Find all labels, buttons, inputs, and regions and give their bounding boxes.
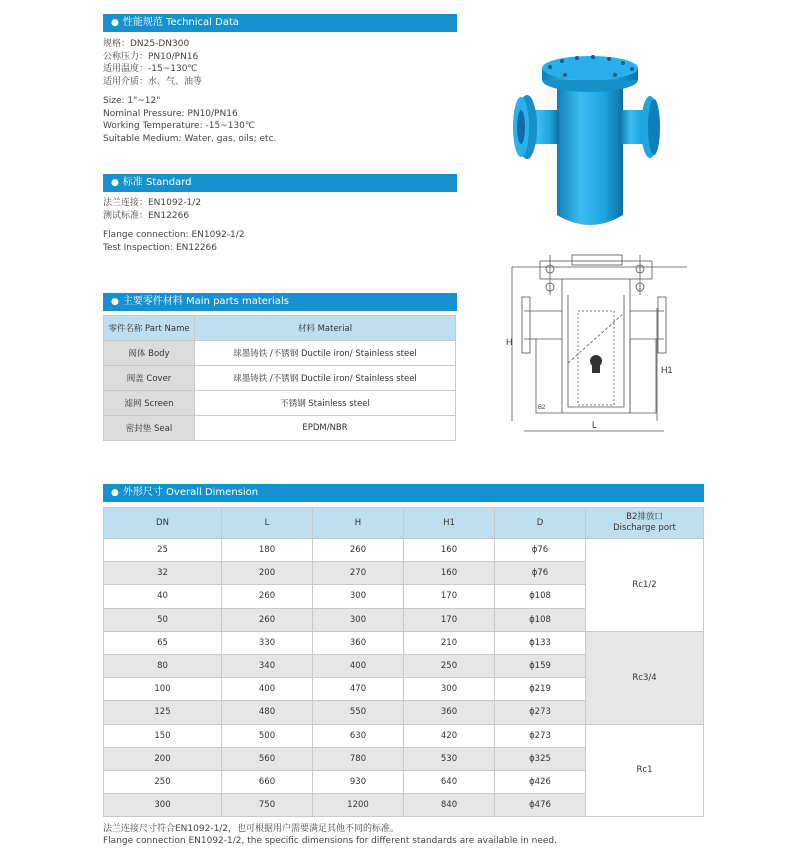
d-cell: ϕ476 [495,794,586,817]
discharge-port-header [586,508,704,539]
bullet-icon: ● [111,297,119,307]
h-cell: 360 [313,631,404,654]
dn-cell: 32 [104,562,222,585]
drawing-label-h1: H1 [661,365,673,375]
dn-cell: 25 [104,539,222,562]
h1-cell: 300 [404,678,495,701]
spec-line: Test Inspection: EN12266 [103,242,218,253]
h-cell: 260 [313,539,404,562]
d-cell: ϕ325 [495,747,586,770]
l-cell: 560 [222,747,313,770]
d-cell: ϕ426 [495,770,586,793]
dimension-title: 外形尺寸 Overall Dimension [122,487,259,498]
port-cell: Rc1/2 [586,539,704,632]
port-header-cn: B2排放口 [626,512,663,522]
dim-col-header: D [495,508,586,539]
h1-cell: 360 [404,701,495,724]
table-row [104,341,456,366]
parts-title: 主要零件材料 Main parts materials [122,296,289,307]
spec-line: Suitable Medium: Water, gas, oils; etc. [103,133,277,144]
dn-cell: 150 [104,724,222,747]
part-material: EPDM/NBR [195,416,456,441]
dn-cell: 50 [104,608,222,631]
parts-col-header: 零件名称 Part Name [104,316,195,341]
h1-cell: 170 [404,585,495,608]
spec-line: 适用介质：水、气、油等 [103,76,203,87]
drawing-label-l: L [592,420,598,430]
dn-cell: 250 [104,770,222,793]
port-cell: Rc3/4 [586,631,704,724]
l-cell: 750 [222,794,313,817]
h1-cell: 640 [404,770,495,793]
d-cell: ϕ273 [495,724,586,747]
technical-specs [103,38,276,145]
h-cell: 270 [313,562,404,585]
l-cell: 200 [222,562,313,585]
parts-col-header: 材料 Material [195,316,456,341]
spec-line: Size: 1"~12" [103,96,161,106]
l-cell: 480 [222,701,313,724]
h1-cell: 530 [404,747,495,770]
dim-col-header: H [313,508,404,539]
strainer-photo [505,40,665,235]
h-cell: 930 [313,770,404,793]
d-cell: ϕ108 [495,585,586,608]
part-material: 不锈钢 Stainless steel [195,391,456,416]
h1-cell: 160 [404,562,495,585]
d-cell: ϕ108 [495,608,586,631]
h-cell: 300 [313,608,404,631]
dn-cell: 300 [104,794,222,817]
spec-line: Working Temperature: -15~130℃ [103,121,255,131]
standard-title: 标准 Standard [122,177,192,188]
standard-specs [103,197,245,254]
l-cell: 180 [222,539,313,562]
bullet-icon: ● [111,18,119,28]
technical-data-header [103,14,457,32]
spec-line: 规格：DN25-DN300 [103,39,190,49]
footnote [103,823,557,847]
l-cell: 330 [222,631,313,654]
drawing-label-h: H [506,337,513,347]
table-row [104,539,704,562]
part-name: 阀盖 Cover [104,366,195,391]
spec-line: 测试标准：EN12266 [103,210,190,221]
dimension-header [103,484,704,502]
dn-cell: 80 [104,654,222,677]
bullet-icon: ● [111,488,119,498]
table-row [104,631,704,654]
l-cell: 260 [222,585,313,608]
d-cell: ϕ133 [495,631,586,654]
dim-col-header: DN [104,508,222,539]
table-row [104,391,456,416]
dim-col-header: L [222,508,313,539]
h-cell: 550 [313,701,404,724]
part-name: 密封垫 Seal [104,416,195,441]
d-cell: ϕ76 [495,539,586,562]
h-cell: 1200 [313,794,404,817]
h-cell: 400 [313,654,404,677]
l-cell: 340 [222,654,313,677]
dimension-table [103,507,704,817]
spec-line: 公称压力：PN10/PN16 [103,51,199,62]
part-name: 滤网 Screen [104,391,195,416]
dim-col-header: H1 [404,508,495,539]
d-cell: ϕ219 [495,678,586,701]
h1-cell: 840 [404,794,495,817]
d-cell: ϕ159 [495,654,586,677]
dn-cell: 100 [104,678,222,701]
technical-data-title: 性能规范 Technical Data [122,17,240,28]
part-material: 球墨铸铁 /不锈钢 Ductile iron/ Stainless steel [195,341,456,366]
h1-cell: 210 [404,631,495,654]
part-material: 球墨铸铁 /不锈钢 Ductile iron/ Stainless steel [195,366,456,391]
table-row [104,724,704,747]
drawing-label-b2: B2 [538,405,546,411]
table-row [104,366,456,391]
h1-cell: 170 [404,608,495,631]
standard-header [103,174,457,192]
h-cell: 630 [313,724,404,747]
dn-cell: 40 [104,585,222,608]
d-cell: ϕ76 [495,562,586,585]
dn-cell: 65 [104,631,222,654]
footnote-en: Flange connection EN1092-1/2, the specific dimensions for different standards are available in need. [103,836,558,846]
l-cell: 660 [222,770,313,793]
bullet-icon: ● [111,178,119,188]
l-cell: 500 [222,724,313,747]
footnote-cn: 法兰连接尺寸符合EN1092-1/2，也可根据用户需要满足其他不同的标准。 [103,824,400,834]
port-header-en: Discharge port [613,523,676,533]
part-name: 阀体 Body [104,341,195,366]
dimension-drawing [502,253,702,438]
spec-line: 法兰连接：EN1092-1/2 [103,198,202,208]
parts-table [103,315,456,441]
h1-cell: 420 [404,724,495,747]
l-cell: 400 [222,678,313,701]
d-cell: ϕ273 [495,701,586,724]
h1-cell: 250 [404,654,495,677]
l-cell: 260 [222,608,313,631]
dn-cell: 200 [104,747,222,770]
h-cell: 300 [313,585,404,608]
port-cell: Rc1 [586,724,704,817]
spec-line: Flange connection: EN1092-1/2 [103,230,245,240]
h1-cell: 160 [404,539,495,562]
h-cell: 780 [313,747,404,770]
parts-header [103,293,457,311]
table-row [104,416,456,441]
dn-cell: 125 [104,701,222,724]
h-cell: 470 [313,678,404,701]
spec-line: Nominal Pressure: PN10/PN16 [103,108,238,119]
spec-line: 适用温度：-15~130℃ [103,64,198,74]
